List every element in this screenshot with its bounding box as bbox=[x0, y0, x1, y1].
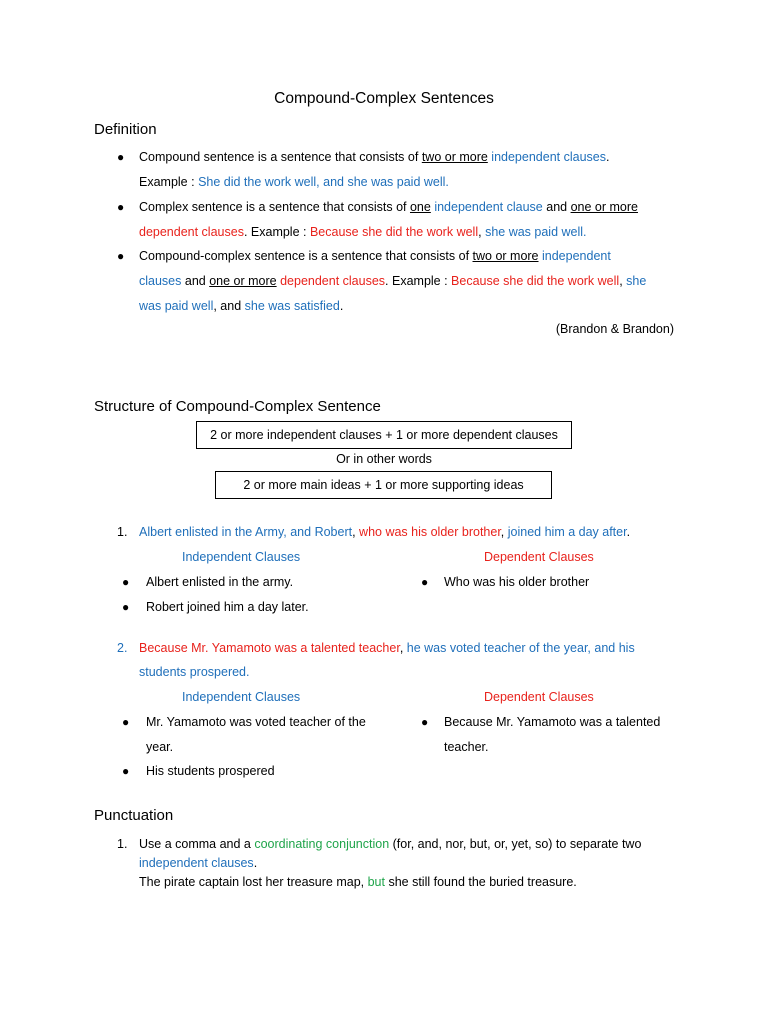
page-title: Compound-Complex Sentences bbox=[274, 90, 494, 107]
example-text: she was paid well. bbox=[485, 225, 587, 239]
independent-clauses-header: Independent Clauses bbox=[182, 550, 301, 564]
compound-example bbox=[139, 175, 449, 189]
text: and bbox=[542, 200, 571, 214]
text: (for, and, nor, but, or, yet, so) to separate two bbox=[389, 837, 642, 851]
text: joined him a day after bbox=[507, 525, 627, 539]
dependent-clauses-header: Dependent Clauses bbox=[484, 690, 594, 704]
rule-text bbox=[139, 837, 641, 851]
text: . bbox=[339, 299, 344, 313]
bullet-icon: ● bbox=[117, 200, 125, 214]
text: coordinating conjunction bbox=[254, 837, 390, 851]
text: she still found the buried treasure. bbox=[384, 875, 577, 889]
example-text: She did the work well, and she was paid well. bbox=[198, 175, 449, 189]
punctuation-heading: Punctuation bbox=[94, 807, 174, 824]
example-text: was paid well bbox=[139, 299, 214, 313]
bullet-icon: ● bbox=[122, 764, 130, 778]
list-item: Because Mr. Yamamoto was a talented bbox=[444, 715, 661, 729]
text: independent bbox=[542, 249, 611, 263]
text: , bbox=[619, 274, 627, 288]
text: Because Mr. Yamamoto was a talented teacher bbox=[139, 641, 400, 655]
example-text: Because she did the work well bbox=[309, 225, 479, 239]
rule-example bbox=[139, 875, 577, 889]
example-label: . Example : bbox=[385, 274, 452, 288]
text: . bbox=[626, 525, 631, 539]
complex-example bbox=[139, 225, 587, 239]
text: one or more bbox=[570, 200, 638, 214]
example-text: she was satisfied bbox=[244, 299, 340, 313]
compound-complex-line2 bbox=[139, 274, 646, 288]
definition-heading: Definition bbox=[94, 121, 157, 138]
text: Use a comma and a bbox=[139, 837, 255, 851]
text: , and bbox=[283, 525, 315, 539]
rule-number: 1. bbox=[117, 837, 128, 851]
citation: (Brandon & Brandon) bbox=[555, 322, 674, 336]
list-item: Robert joined him a day later. bbox=[146, 600, 309, 614]
text: independent clauses bbox=[139, 856, 254, 870]
example-number: 1. bbox=[117, 525, 128, 539]
list-item: His students prospered bbox=[146, 764, 275, 778]
text: independent clause bbox=[434, 200, 543, 214]
text: The pirate captain lost her treasure map, bbox=[139, 875, 368, 889]
compound-definition bbox=[139, 150, 609, 164]
text: Complex sentence is a sentence that consists of bbox=[139, 200, 410, 214]
compound-complex-definition bbox=[139, 249, 611, 263]
structure-heading: Structure of Compound-Complex Sentence bbox=[94, 398, 381, 415]
list-item-cont: teacher. bbox=[444, 740, 489, 754]
text: and bbox=[181, 274, 210, 288]
text: one bbox=[409, 200, 431, 214]
bullet-icon: ● bbox=[122, 600, 130, 614]
text: , bbox=[352, 525, 360, 539]
text: , bbox=[478, 225, 486, 239]
complex-definition bbox=[139, 200, 638, 214]
formula-box-alt: 2 or more main ideas + 1 or more supporting ideas bbox=[215, 471, 552, 499]
dependent-clauses-header: Dependent Clauses bbox=[484, 550, 594, 564]
text: . bbox=[605, 150, 610, 164]
rule-text-cont bbox=[139, 856, 257, 870]
text: two or more bbox=[421, 150, 488, 164]
list-item: Who was his older brother bbox=[444, 575, 590, 589]
text: dependent clauses bbox=[280, 274, 386, 288]
text: , bbox=[500, 525, 508, 539]
text: Compound-complex sentence is a sentence that consists of bbox=[139, 249, 473, 263]
example-text: she bbox=[626, 274, 647, 288]
example-sentence bbox=[139, 525, 630, 539]
formula-connector: Or in other words bbox=[336, 452, 432, 466]
text: two or more bbox=[472, 249, 539, 263]
text: Robert bbox=[314, 525, 353, 539]
example-label: . Example : bbox=[243, 225, 310, 239]
bullet-icon: ● bbox=[117, 150, 125, 164]
bullet-icon: ● bbox=[117, 249, 125, 263]
text: who was his older brother bbox=[359, 525, 501, 539]
independent-clauses-header: Independent Clauses bbox=[182, 690, 301, 704]
text: he was voted teacher of the year, and his bbox=[406, 641, 635, 655]
bullet-icon: ● bbox=[421, 575, 429, 589]
list-item-cont: year. bbox=[146, 740, 174, 754]
text: , and bbox=[213, 299, 245, 313]
example-sentence-cont: students prospered. bbox=[139, 665, 250, 679]
bullet-icon: ● bbox=[122, 715, 130, 729]
example-label: Example : bbox=[139, 175, 199, 189]
text: Albert enlisted in the Army bbox=[139, 525, 284, 539]
text: clauses bbox=[139, 274, 182, 288]
text: . bbox=[253, 856, 258, 870]
bullet-icon: ● bbox=[122, 575, 130, 589]
bullet-icon: ● bbox=[421, 715, 429, 729]
text: Compound sentence is a sentence that consists of bbox=[139, 150, 422, 164]
text: , bbox=[399, 641, 407, 655]
compound-complex-line3 bbox=[139, 299, 343, 313]
list-item: Albert enlisted in the army. bbox=[146, 575, 294, 589]
text: independent clauses bbox=[491, 150, 606, 164]
example-sentence bbox=[139, 641, 635, 655]
list-item: Mr. Yamamoto was voted teacher of the bbox=[146, 715, 366, 729]
example-text: Because she did the work well bbox=[451, 274, 620, 288]
example-number: 2. bbox=[117, 641, 128, 655]
text: but bbox=[367, 875, 385, 889]
formula-box: 2 or more independent clauses + 1 or more dependent clauses bbox=[196, 421, 572, 449]
text: one or more bbox=[209, 274, 277, 288]
text: dependent clauses bbox=[139, 225, 244, 239]
